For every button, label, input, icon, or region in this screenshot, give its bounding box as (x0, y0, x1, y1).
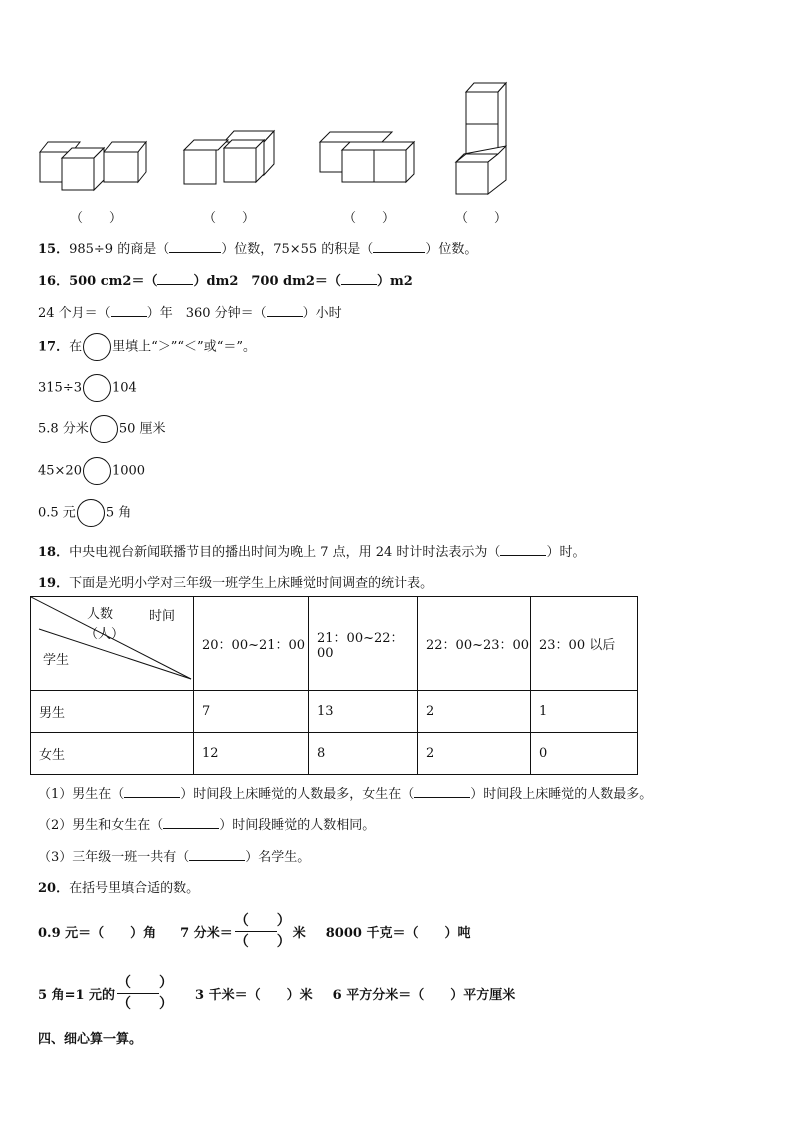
cube-figure-1 (38, 138, 150, 196)
fraction-numerator: （ ） (117, 974, 174, 991)
q17-item-1-left: 315÷3 (38, 380, 82, 396)
question-15 (38, 238, 477, 257)
table-cell: 8 (309, 733, 418, 775)
q20-line-1 (38, 908, 470, 954)
q17-item-3-left: 45×20 (38, 463, 82, 479)
q20-part-1: 0.9 元＝（ ）角 (38, 925, 157, 941)
q17-item-1 (38, 374, 137, 402)
q19-sub1-text-a: （1）男生在（ (38, 787, 125, 802)
cube-figure-3 (318, 130, 418, 186)
column-header-4: 23：00 以后 (531, 597, 638, 691)
q19-text: 下面是光明小学对三年级一班学生上床睡觉时间调查的统计表。 (69, 576, 434, 591)
fraction-denominator: （ ） (234, 933, 291, 950)
question-19 (38, 572, 433, 591)
q17-text-a: 在 (69, 339, 83, 355)
header-xuesheng: 学生 (43, 653, 70, 668)
cube-answer-3[interactable]: （ ） (343, 211, 396, 226)
header-renshu: 人数 (87, 607, 114, 622)
q17-number: 17． (38, 339, 70, 355)
q19-sub1-blank-1[interactable] (124, 785, 180, 798)
q19-sub1-text-b: ）时间段上床睡觉的人数最多，女生在（ (180, 787, 415, 802)
q15-blank-2[interactable] (373, 240, 425, 253)
cube-answer-1[interactable]: （ ） (70, 211, 123, 226)
question-20 (38, 877, 199, 896)
q17-item-2 (38, 415, 166, 443)
cube-answer-2[interactable]: （ ） (203, 211, 256, 226)
q17-item-1-circle[interactable] (83, 374, 111, 402)
cube-figure-4 (454, 80, 510, 198)
table-cell: 1 (531, 691, 638, 733)
table-cell: 7 (194, 691, 309, 733)
q20-part-5: 3 千米＝（ ）米 (195, 987, 313, 1003)
q20-number: 20． (38, 881, 70, 896)
q19-sub-2 (38, 814, 375, 833)
q15-number: 15． (38, 242, 70, 257)
q20-part-3: 8000 千克＝（ ）吨 (325, 925, 471, 941)
q15-text-a: 985÷9 的商是（ (69, 242, 170, 257)
q16-blank-2[interactable] (341, 272, 377, 285)
q19-number: 19． (38, 576, 70, 591)
fraction-numerator: （ ） (234, 912, 291, 929)
q19-sub2-blank[interactable] (163, 816, 219, 829)
column-header-2: 21：00~22：00 (309, 597, 418, 691)
header-ren-unit: （人） (85, 627, 125, 642)
q19-sub-3 (38, 846, 310, 865)
column-header-1: 20：00~21：00 (194, 597, 309, 691)
table-diagonal-header (31, 597, 194, 691)
q16-text-e: ）年 360 分钟＝（ (146, 306, 267, 321)
q19-sub2-text-b: ）时间段睡觉的人数相同。 (219, 818, 376, 833)
question-17 (38, 333, 256, 361)
q18-text-a: 中央电视台新闻联播节目的播出时间为晚上 7 点，用 24 时计时法表示为（ (69, 545, 501, 560)
table-cell: 12 (194, 733, 309, 775)
q17-item-4-right: 5 角 (105, 505, 132, 521)
q16-blank-4[interactable] (267, 304, 303, 317)
q16-text-a: 500 cm2＝（ (69, 274, 158, 289)
q17-item-3-right: 1000 (111, 463, 146, 479)
q15-text-b: ）位数，75×55 的积是（ (221, 242, 374, 257)
q20-text: 在括号里填合适的数。 (69, 881, 200, 896)
table-cell: 0 (531, 733, 638, 775)
table-cell: 2 (418, 691, 531, 733)
q17-item-2-right: 50 厘米 (118, 421, 166, 437)
q17-item-3 (38, 457, 145, 485)
header-shijian: 时间 (149, 609, 176, 624)
cube-figure-2 (180, 128, 280, 194)
q19-sub-1 (38, 783, 652, 802)
q17-circle-example (83, 333, 111, 361)
q17-item-2-left: 5.8 分米 (38, 421, 89, 437)
q16-text-f: ）小时 (302, 306, 342, 321)
q17-item-1-right: 104 (111, 380, 137, 396)
q16-text-d: 24 个月＝（ (38, 306, 111, 321)
question-16-line-1 (38, 270, 413, 289)
q20-fraction-1[interactable] (235, 911, 291, 952)
q18-text-b: ）时。 (546, 545, 586, 560)
q19-sub1-blank-2[interactable] (414, 785, 470, 798)
q15-blank-1[interactable] (169, 240, 221, 253)
q15-text-c: ）位数。 (425, 242, 478, 257)
fraction-denominator: （ ） (117, 995, 174, 1012)
q20-part-6: 6 平方分米＝（ ）平方厘米 (332, 987, 516, 1003)
q16-blank-3[interactable] (111, 304, 147, 317)
question-16-line-2 (38, 302, 342, 321)
row-label-boys: 男生 (31, 691, 194, 733)
q19-sub2-text-a: （2）男生和女生在（ (38, 818, 164, 833)
table-cell: 2 (418, 733, 531, 775)
q17-item-3-circle[interactable] (83, 457, 111, 485)
q20-line-2 (38, 970, 515, 1016)
q16-text-b: ）dm2 700 dm2＝（ (193, 274, 341, 289)
table-row (31, 691, 638, 733)
q16-number: 16． (38, 274, 70, 289)
q19-sub3-blank[interactable] (189, 848, 245, 861)
q20-part-2-unit: 米 (292, 925, 306, 941)
table-header-row (31, 597, 638, 691)
q18-number: 18． (38, 545, 70, 560)
q17-item-4 (38, 499, 131, 527)
table-row (31, 733, 638, 775)
row-label-girls: 女生 (31, 733, 194, 775)
question-18 (38, 541, 585, 560)
cube-answer-4[interactable]: （ ） (455, 211, 508, 226)
q17-text-b: 里填上“＞”“＜”或“＝”。 (112, 339, 256, 355)
q19-sub1-text-c: ）时间段上床睡觉的人数最多。 (470, 787, 653, 802)
q20-part-2: 7 分米＝ (180, 925, 233, 941)
q19-sub3-text-b: ）名学生。 (245, 850, 311, 865)
q19-sub3-text-a: （3）三年级一班一共有（ (38, 850, 190, 865)
table-cell: 13 (309, 691, 418, 733)
q17-item-4-circle[interactable] (77, 499, 105, 527)
q16-text-c: ）m2 (376, 274, 413, 289)
q17-item-4-left: 0.5 元 (38, 505, 76, 521)
column-header-3: 22：00~23：00 (418, 597, 531, 691)
q20-fraction-2[interactable] (117, 973, 173, 1014)
q16-blank-1[interactable] (157, 272, 193, 285)
q17-item-2-circle[interactable] (90, 415, 118, 443)
q18-blank[interactable] (500, 543, 546, 556)
q20-part-4: 5 角=1 元的 (38, 987, 116, 1003)
section-4-heading: 四、细心算一算。 (38, 1032, 143, 1047)
sleep-statistics-table (30, 596, 638, 775)
